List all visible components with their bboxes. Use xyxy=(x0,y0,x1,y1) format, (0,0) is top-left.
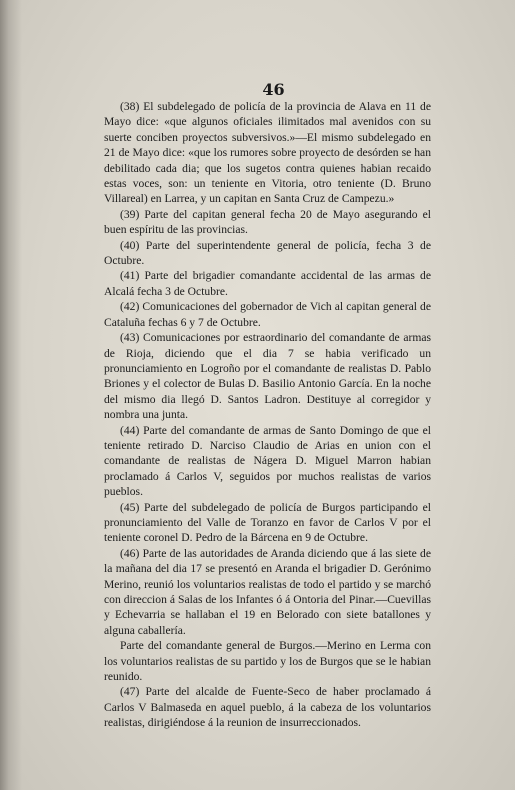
paragraph-47: (47) Parte del alcalde de Fuente-Seco de haber proclamado á Carlos V Balmaseda en aquel pueblo, á la cabeza de los voluntarios realistas, dirigiéndose á la reunion de insurreccionados. xyxy=(104,685,431,730)
paragraph-46: (46) Parte de las autoridades de Aranda diciendo que á las siete de la mañana del dia 17 se presentó en Aranda el brigadier D. Gerónimo Merino, reunió los voluntarios realistas de todo el partido y se marchó con direccion á Salas de los Infantes ó á Ontoria del Pinar.—Cuevillas y Echevarria se hallaban el 19 en Belorado con siete batallones y alguna caballería. xyxy=(104,546,431,637)
paragraph-42: (42) Comunicaciones del gobernador de Vich al capitan general de Cataluña fechas 6 y 7 de Octubre. xyxy=(104,300,431,329)
page-gutter-shadow xyxy=(0,0,22,790)
paragraph-41: (41) Parte del brigadier comandante accidental de las armas de Alcalá fecha 3 de Octubre. xyxy=(104,269,431,298)
paragraph-46-burgos: Parte del comandante general de Burgos.—Merino en Lerma con los voluntarios realistas de su partido y los de Burgos que se le habian reunido. xyxy=(104,639,431,684)
body-text xyxy=(104,99,431,731)
page-number: 46 xyxy=(262,80,285,99)
paragraph-38: (38) El subdelegado de policía de la provincia de Alava en 11 de Mayo dice: «que algunos oficiales ilimitados mal avenidos con su suerte conciben proyectos subversivos.»—El mismo subdelegado en 21 de Mayo dice: «que los rumores sobre proyecto de desórden se han debilitado cada dia; que los sugetos contra quienes habian recaido estas voces, son: un teniente en Vitoria, otro teniente (D. Bruno Villareal) en Larrea, y un capitan en Santa Cruz de Campezu.» xyxy=(104,100,431,206)
paragraph-45: (45) Parte del subdelegado de policía de Burgos participando el pronunciamiento del Valle de Toranzo en favor de Carlos V por el teniente coronel D. Pedro de la Bárcena en 9 de Octubre. xyxy=(104,500,431,545)
paragraph-40: (40) Parte del superintendente general de policía, fecha 3 de Octubre. xyxy=(104,238,431,268)
paragraph-44: (44) Parte del comandante de armas de Santo Domingo de que el teniente retirado D. Narciso Claudio de Arias en union con el comandante de realistas de Nágera D. Miguel Marron habian proclamado á Carlos V, seguidos por muchos realistas de varios pueblos. xyxy=(104,423,431,499)
paragraph-39: (39) Parte del capitan general fecha 20 de Mayo asegurando el buen espíritu de las provincias. xyxy=(104,207,431,237)
paragraph-43: (43) Comunicaciones por estraordinario del comandante de armas de Rioja, diciendo que el dia 7 se habia verificado un pronunciamiento en Logroño por el comandante de realistas D. Pablo Briones y el colector de Bulas D. Basilio Antonio García. En la noche del mismo dia llegó D. Santos Ladron. Destituye al corregidor y nombra una junta. xyxy=(104,331,431,422)
